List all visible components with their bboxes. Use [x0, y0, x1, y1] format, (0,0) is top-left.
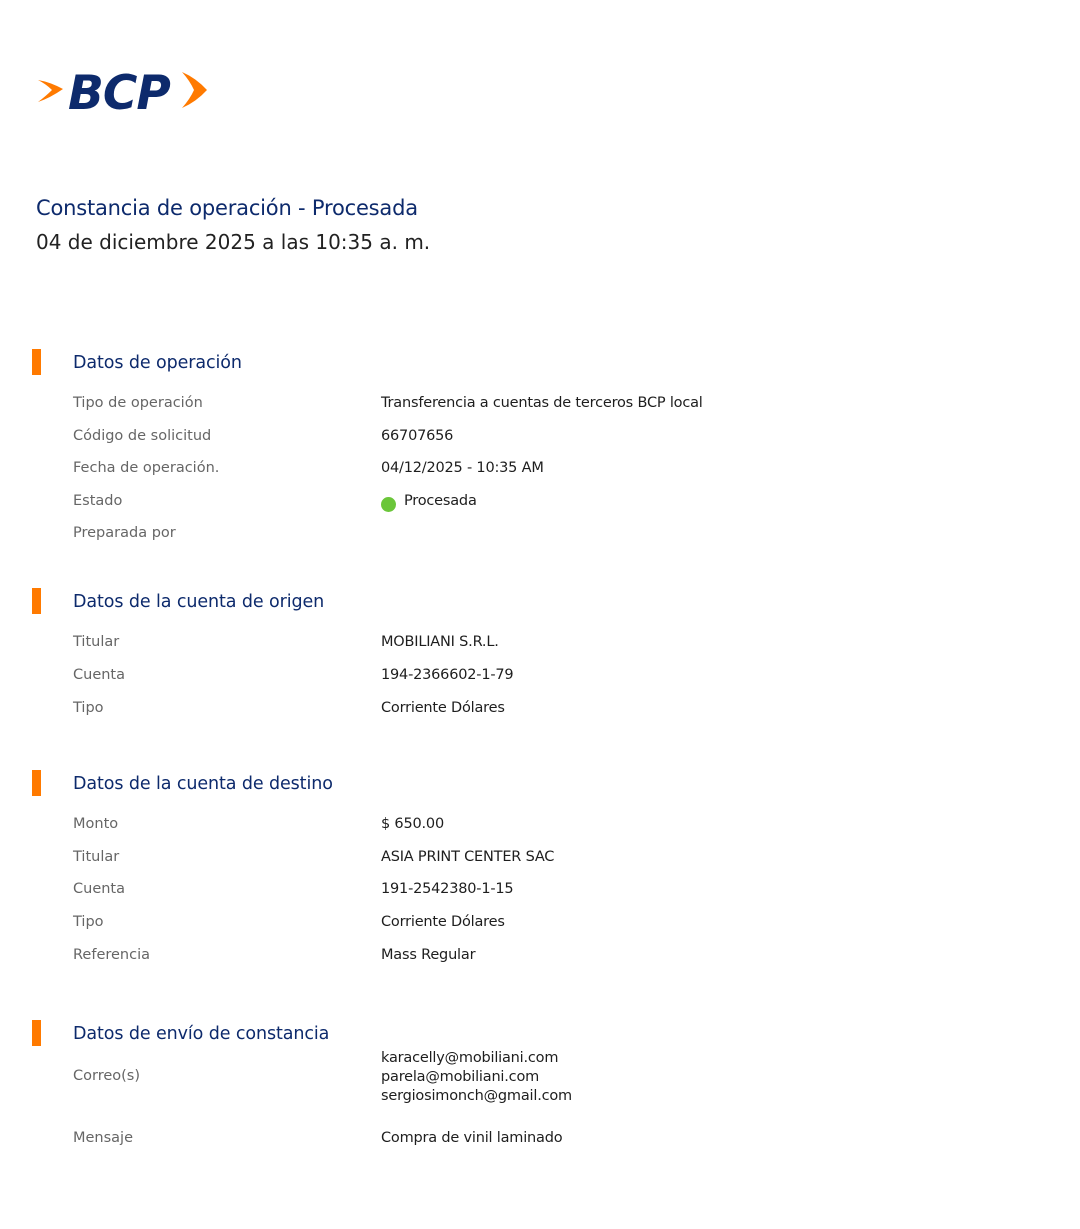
label-destino-titular: Titular	[73, 849, 120, 865]
label-origen-cuenta: Cuenta	[73, 667, 125, 683]
email-item: karacelly@mobiliani.com	[381, 1050, 559, 1066]
value-destino-tipo: Corriente Dólares	[381, 914, 505, 930]
row-origen-tipo	[0, 700, 1080, 722]
section-title-operacion: Datos de operación	[73, 353, 242, 373]
value-envio-mensaje: Compra de vinil laminado	[381, 1130, 563, 1146]
section-marker-envio	[32, 1020, 41, 1046]
logo-left-chevron-icon	[38, 80, 63, 102]
row-tipo-operacion	[0, 395, 1080, 417]
row-destino-monto	[0, 816, 1080, 838]
row-estado	[0, 493, 1080, 515]
section-marker-origen	[32, 588, 41, 614]
logo-text: BCP	[68, 66, 170, 118]
status-dot-icon	[381, 497, 396, 512]
label-codigo-solicitud: Código de solicitud	[73, 428, 212, 444]
section-marker-destino	[32, 770, 41, 796]
value-destino-cuenta: 191-2542380-1-15	[381, 881, 514, 897]
value-origen-cuenta: 194-2366602-1-79	[381, 667, 514, 683]
label-estado: Estado	[73, 493, 123, 509]
label-tipo-operacion: Tipo de operación	[73, 395, 203, 411]
value-destino-referencia: Mass Regular	[381, 947, 476, 963]
row-preparada-por	[0, 525, 1080, 547]
section-title-origen: Datos de la cuenta de origen	[73, 592, 325, 612]
label-destino-monto: Monto	[73, 816, 119, 832]
row-origen-titular	[0, 634, 1080, 656]
row-destino-referencia	[0, 947, 1080, 969]
value-origen-tipo: Corriente Dólares	[381, 700, 505, 716]
logo-right-chevron-icon	[182, 72, 207, 108]
value-origen-titular: MOBILIANI S.R.L.	[381, 634, 499, 650]
label-origen-tipo: Tipo	[73, 700, 104, 716]
row-codigo-solicitud	[0, 428, 1080, 450]
status-badge: Procesada	[404, 493, 477, 509]
row-destino-tipo	[0, 914, 1080, 936]
row-destino-titular	[0, 849, 1080, 871]
value-destino-monto: $ 650.00	[381, 816, 444, 832]
row-destino-cuenta	[0, 881, 1080, 903]
section-title-destino: Datos de la cuenta de destino	[73, 774, 333, 794]
label-origen-titular: Titular	[73, 634, 120, 650]
label-fecha-operacion: Fecha de operación.	[73, 460, 220, 476]
value-tipo-operacion: Transferencia a cuentas de terceros BCP local	[381, 395, 703, 411]
label-destino-referencia: Referencia	[73, 947, 151, 963]
value-codigo-solicitud: 66707656	[381, 428, 454, 444]
label-destino-cuenta: Cuenta	[73, 881, 125, 897]
value-destino-titular: ASIA PRINT CENTER SAC	[381, 849, 555, 865]
label-envio-mensaje: Mensaje	[73, 1130, 134, 1146]
bcp-logo	[36, 62, 211, 118]
label-destino-tipo: Tipo	[73, 914, 104, 930]
section-marker-operacion	[32, 349, 41, 375]
label-preparada-por: Preparada por	[73, 525, 176, 541]
email-item: parela@mobiliani.com	[381, 1069, 540, 1085]
row-origen-cuenta	[0, 667, 1080, 689]
row-fecha-operacion	[0, 460, 1080, 482]
label-envio-correos: Correo(s)	[73, 1068, 141, 1084]
row-envio-mensaje	[0, 1130, 1080, 1152]
email-item: sergiosimonch@gmail.com	[381, 1088, 572, 1104]
section-title-envio: Datos de envío de constancia	[73, 1024, 330, 1044]
page-title: Constancia de operación - Procesada	[36, 196, 418, 220]
value-fecha-operacion: 04/12/2025 - 10:35 AM	[381, 460, 544, 476]
email-list	[381, 1049, 572, 1106]
page-date: 04 de diciembre 2025 a las 10:35 a. m.	[36, 230, 431, 254]
